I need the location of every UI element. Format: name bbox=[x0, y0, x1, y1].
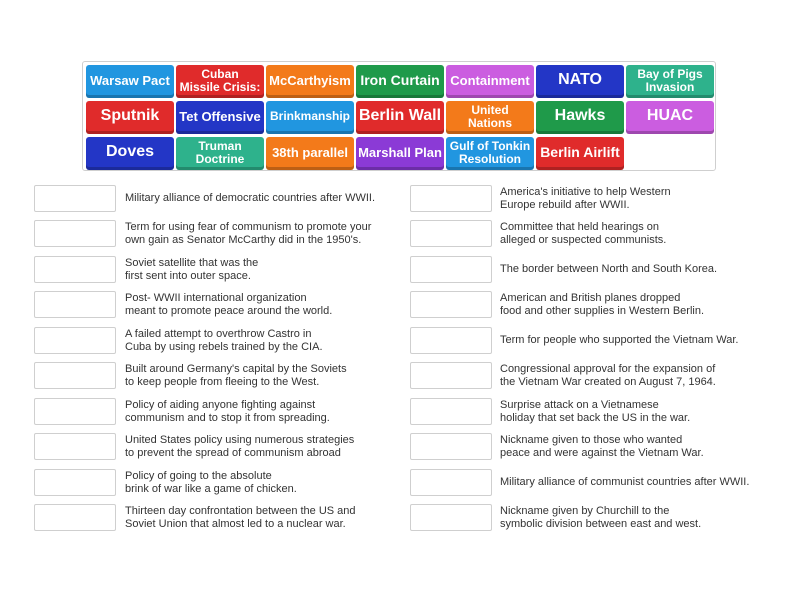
clue-text: Term for using fear of communism to promote your own gain as Senator McCarthy did in the 1950's. bbox=[125, 221, 372, 246]
tile-bay-of-pigs-invasion[interactable]: Bay of Pigs Invasion bbox=[626, 65, 714, 98]
drop-slot[interactable] bbox=[410, 504, 492, 531]
clue-text: United States policy using numerous strategies to prevent the spread of communism abroad bbox=[125, 434, 355, 459]
drop-slot[interactable] bbox=[34, 327, 116, 354]
drop-slot[interactable] bbox=[410, 398, 492, 425]
drop-slot[interactable] bbox=[34, 256, 116, 283]
drop-slot[interactable] bbox=[410, 362, 492, 389]
tile-sputnik[interactable]: Sputnik bbox=[86, 101, 174, 134]
clue-text: Military alliance of democratic countries after WWII. bbox=[125, 192, 376, 205]
tile-berlin-wall[interactable]: Berlin Wall bbox=[356, 101, 444, 134]
clue-text: American and British planes dropped food and other supplies in Western Berlin. bbox=[500, 292, 705, 317]
tile-gulf-of-tonkin-resolution[interactable]: Gulf of Tonkin Resolution bbox=[446, 137, 534, 170]
drop-slot[interactable] bbox=[34, 362, 116, 389]
drop-slot[interactable] bbox=[410, 185, 492, 212]
drop-slot[interactable] bbox=[34, 433, 116, 460]
tile-iron-curtain[interactable]: Iron Curtain bbox=[356, 65, 444, 98]
tile-marshall-plan[interactable]: Marshall Plan bbox=[356, 137, 444, 170]
clue-text: Term for people who supported the Vietnam War. bbox=[500, 334, 739, 347]
tile-nato[interactable]: NATO bbox=[536, 65, 624, 98]
drop-slot[interactable] bbox=[34, 220, 116, 247]
clue-text: Congressional approval for the expansion of the Vietnam War created on August 7, 1964. bbox=[500, 363, 716, 388]
clue-text: Committee that held hearings on alleged or suspected communists. bbox=[500, 221, 667, 246]
clue-text: A failed attempt to overthrow Castro in Cuba by using rebels trained by the CIA. bbox=[125, 328, 323, 353]
tile-brinkmanship[interactable]: Brinkmanship bbox=[266, 101, 354, 134]
tile-doves[interactable]: Doves bbox=[86, 137, 174, 170]
clue-text: Policy of going to the absolute brink of war like a game of chicken. bbox=[125, 470, 297, 495]
drop-slot[interactable] bbox=[410, 327, 492, 354]
clue-text: Military alliance of communist countries after WWII. bbox=[500, 476, 750, 489]
tile-containment[interactable]: Containment bbox=[446, 65, 534, 98]
clue-text: Thirteen day confrontation between the US and Soviet Union that almost led to a nuclear war. bbox=[125, 505, 356, 530]
tile-truman-doctrine[interactable]: Truman Doctrine bbox=[176, 137, 264, 170]
drop-slot[interactable] bbox=[410, 469, 492, 496]
clue-text: Built around Germany's capital by the Soviets to keep people from fleeing to the West. bbox=[125, 363, 347, 388]
clue-text: Surprise attack on a Vietnamese holiday that set back the US in the war. bbox=[500, 399, 691, 424]
clue-text: Soviet satellite that was the first sent into outer space. bbox=[125, 257, 259, 282]
clue-text: The border between North and South Korea. bbox=[500, 263, 718, 276]
drop-slot[interactable] bbox=[34, 291, 116, 318]
clue-text: Nickname given by Churchill to the symbolic division between east and west. bbox=[500, 505, 702, 530]
clue-text: Nickname given to those who wanted peace and were against the Vietnam War. bbox=[500, 434, 704, 459]
drop-slot[interactable] bbox=[34, 504, 116, 531]
tile-hawks[interactable]: Hawks bbox=[536, 101, 624, 134]
tile-huac[interactable]: HUAC bbox=[626, 101, 714, 134]
tile-mccarthyism[interactable]: McCarthyism bbox=[266, 65, 354, 98]
tile-warsaw-pact[interactable]: Warsaw Pact bbox=[86, 65, 174, 98]
drop-slot[interactable] bbox=[34, 398, 116, 425]
tile-united-nations[interactable]: United Nations bbox=[446, 101, 534, 134]
tile-38th-parallel[interactable]: 38th parallel bbox=[266, 137, 354, 170]
clue-text: Post- WWII international organization meant to promote peace around the world. bbox=[125, 292, 333, 317]
drop-slot[interactable] bbox=[34, 469, 116, 496]
drop-slot[interactable] bbox=[34, 185, 116, 212]
drop-slot[interactable] bbox=[410, 220, 492, 247]
drop-slot[interactable] bbox=[410, 291, 492, 318]
tile-tet-offensive[interactable]: Tet Offensive bbox=[176, 101, 264, 134]
tile-berlin-airlift[interactable]: Berlin Airlift bbox=[536, 137, 624, 170]
tile-cuban-missile-crisis[interactable]: Cuban Missile Crisis: bbox=[176, 65, 264, 98]
clue-text: America's initiative to help Western Europe rebuild after WWII. bbox=[500, 186, 671, 211]
drop-slot[interactable] bbox=[410, 256, 492, 283]
word-bank bbox=[82, 61, 716, 171]
drop-slot[interactable] bbox=[410, 433, 492, 460]
clue-text: Policy of aiding anyone fighting against communism and to stop it from spreading. bbox=[125, 399, 330, 424]
